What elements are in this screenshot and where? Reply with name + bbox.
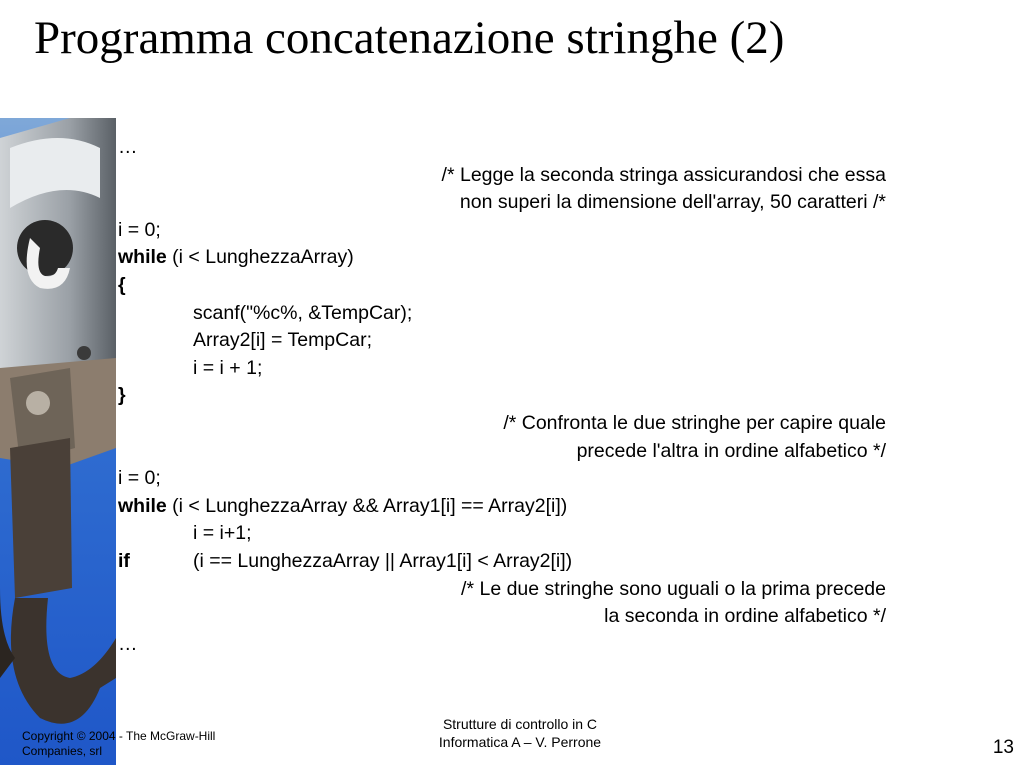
code-line-indented (118, 520, 886, 548)
code-line-ellipsis: … (118, 136, 138, 158)
code-line: i = 0; (118, 467, 161, 490)
code-line-if (118, 548, 886, 576)
code-comment: /* Confronta le due stringhe per capire quale (503, 411, 886, 434)
code-comment: precede l'altra in ordine alfabetico */ (576, 439, 886, 462)
code-line-indented (118, 327, 886, 355)
code-line: i = 0; (118, 218, 161, 241)
code-comment: la seconda in ordine alfabetico */ (604, 605, 886, 628)
course-title: Strutture di controllo in C (442, 716, 598, 732)
keyword: while (118, 494, 167, 517)
keyword: while (118, 246, 167, 269)
code-text: (i < LunghezzaArray && Array1[i] == Array2[i]) (166, 494, 568, 517)
course-author: Informatica A – V. Perrone (438, 734, 602, 750)
copyright-notice: Copyright © 2004 - The McGraw-Hill Companies, srl (22, 729, 216, 758)
code-line-ellipsis: … (118, 632, 138, 655)
code-text: i = i + 1; (193, 356, 263, 379)
code-text: i = i+1; (193, 522, 252, 545)
code-text: (i == LunghezzaArray || Array1[i] < Array2[i]) (193, 549, 573, 572)
code-text: Array2[i] = TempCar; (193, 329, 372, 352)
code-line-while (118, 493, 886, 521)
code-block (118, 134, 886, 658)
code-line-indented (118, 355, 886, 383)
code-text: (i < LunghezzaArray) (166, 246, 354, 269)
course-info (400, 715, 640, 751)
code-brace: { (118, 273, 126, 296)
code-comment: /* Le due stringhe sono uguali o la prima precede (461, 577, 886, 600)
page-number: 13 (992, 737, 1014, 758)
code-line-while (118, 244, 886, 272)
code-comment: non superi la dimensione dell'array, 50 caratteri /* (459, 191, 886, 214)
code-comment: /* Legge la seconda stringa assicurandosi che essa (441, 163, 886, 186)
keyword: if (118, 549, 130, 572)
slide-title: Programma concatenazione stringhe (2) (34, 12, 785, 64)
code-line-indented (118, 300, 886, 328)
crane-hook-photo (0, 118, 116, 765)
code-brace: } (118, 384, 126, 407)
code-text: scanf("%c%, &TempCar); (193, 301, 413, 324)
